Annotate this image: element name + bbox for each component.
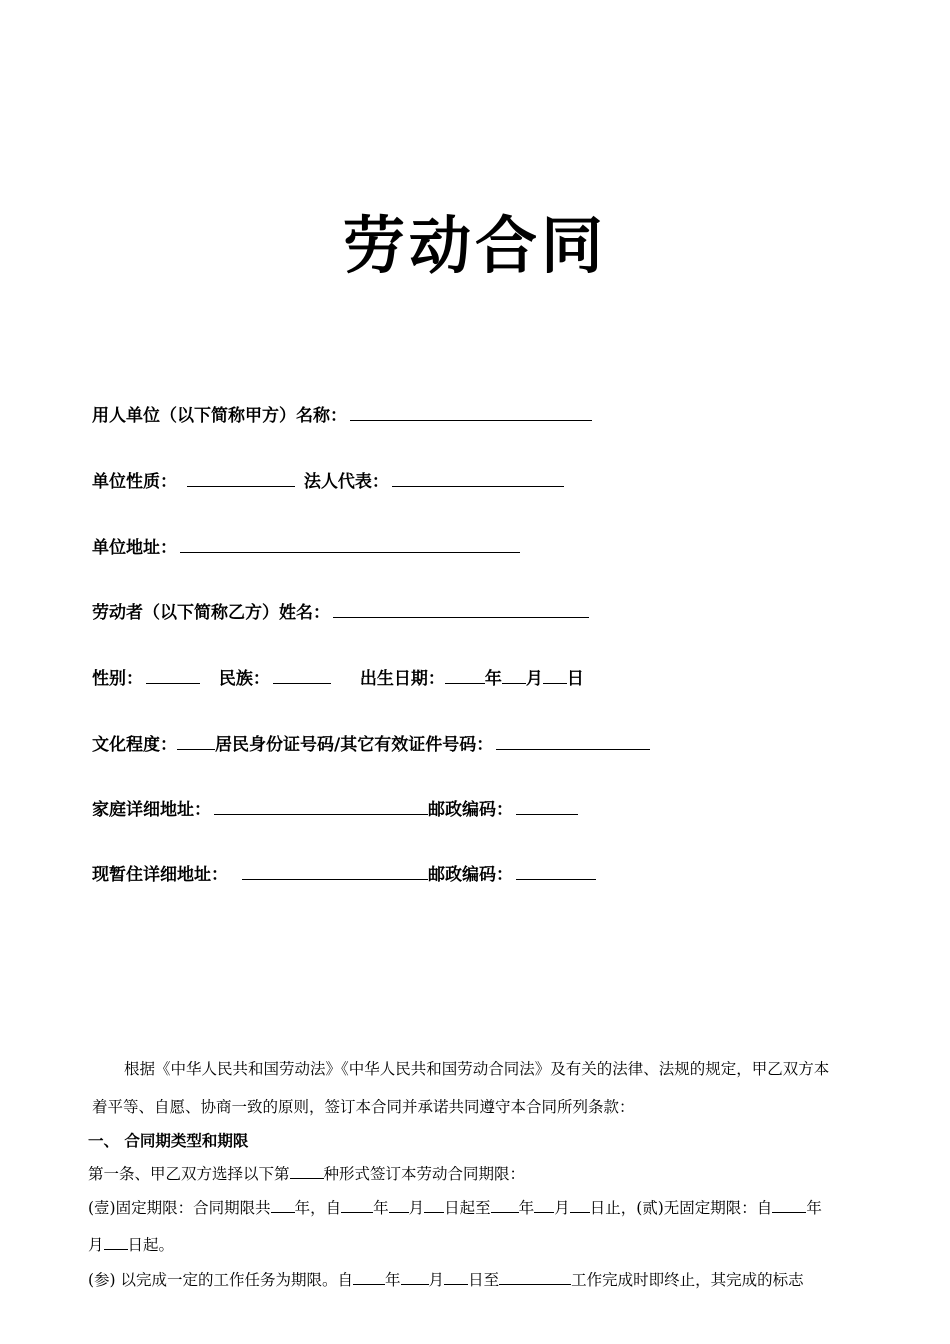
unit-nature-label: 单位性质：: [92, 472, 177, 492]
item-2-blank-day[interactable]: [104, 1234, 128, 1250]
document-title: 劳动合同: [342, 209, 607, 282]
worker-name-row: [92, 600, 592, 624]
item-3-text-a: (参) 以完成一定的工作任务为期限。自: [88, 1271, 354, 1289]
item-1-text-d: 月: [408, 1199, 425, 1217]
birth-day-blank[interactable]: [543, 666, 567, 684]
item-3-blank-month[interactable]: [401, 1269, 429, 1285]
item-1-blank-start-day[interactable]: [424, 1197, 444, 1213]
gender-blank[interactable]: [146, 666, 200, 684]
item-3-line: [88, 1269, 863, 1291]
section-heading-1: 一、 合同期类型和期限: [88, 1132, 249, 1150]
item-1-text-b: 年，自: [294, 1199, 342, 1217]
preamble-line-1: 根据《中华人民共和国劳动法》《中华人民共和国劳动合同法》及有关的法律、法规的规定，甲乙双方本: [124, 1060, 830, 1078]
item-1-text-i: 年: [806, 1199, 822, 1217]
preamble-line-2: 着平等、自愿、协商一致的原则，签订本合同并承诺共同遵守本合同所列条款：: [92, 1098, 635, 1116]
birth-date-label: 出生日期：: [359, 669, 445, 689]
item-1-text-g: 月: [554, 1199, 570, 1217]
item-1-text-f: 年: [518, 1199, 535, 1217]
birth-month-blank[interactable]: [502, 666, 526, 684]
item-1-text-h: 日止，(贰)无固定期限：自: [589, 1199, 773, 1217]
item-1-blank-start-year[interactable]: [341, 1197, 373, 1213]
item-1-blank-end-day[interactable]: [570, 1197, 590, 1213]
item-3-blank-end[interactable]: [499, 1269, 571, 1285]
unit-address-blank[interactable]: [180, 535, 520, 553]
ethnicity-blank[interactable]: [273, 666, 331, 684]
item-2-blank-year[interactable]: [772, 1197, 806, 1213]
home-address-blank[interactable]: [214, 797, 428, 815]
unit-address-row: [92, 535, 523, 559]
article-1: [88, 1163, 863, 1185]
id-number-blank[interactable]: [496, 732, 650, 750]
education-label: 文化程度：: [92, 735, 177, 755]
id-number-label: 居民身份证号码/其它有效证件号码：: [215, 735, 494, 755]
unit-nature-row: [92, 469, 567, 493]
article-1-text-a: 第一条、甲乙双方选择以下第: [88, 1165, 290, 1183]
home-address-row: [92, 797, 581, 821]
home-address-label: 家庭详细地址：: [92, 800, 211, 820]
item-1-text-a: (壹)固定期限：合同期限共: [88, 1199, 271, 1217]
article-1-blank[interactable]: [290, 1163, 324, 1179]
temp-address-blank[interactable]: [242, 862, 428, 880]
item-3-text-c: 月: [428, 1271, 445, 1289]
item-3-text-b: 年: [385, 1271, 401, 1289]
birth-year-blank[interactable]: [445, 666, 485, 684]
item-3-text-d: 日至: [468, 1271, 500, 1289]
postcode-blank[interactable]: [516, 797, 578, 815]
unit-nature-blank[interactable]: [187, 469, 295, 487]
temp-address-row: [92, 862, 599, 886]
personal-info-row: [92, 666, 584, 690]
birth-year-label: 年: [484, 669, 502, 689]
postcode2-blank[interactable]: [516, 862, 596, 880]
birth-month-label: 月: [525, 669, 543, 689]
item-3-blank-year[interactable]: [353, 1269, 385, 1285]
employer-name-row: [92, 403, 595, 427]
article-1-text-b: 种形式签订本劳动合同期限：: [323, 1165, 526, 1183]
employer-name-blank[interactable]: [350, 403, 592, 421]
employer-name-label: 用人单位（以下简称甲方）名称：: [92, 406, 347, 426]
legal-rep-blank[interactable]: [392, 469, 564, 487]
item-1-text-c: 年: [373, 1199, 389, 1217]
temp-address-label: 现暂住详细地址：: [92, 865, 228, 885]
worker-name-label: 劳动者（以下简称乙方）姓名：: [92, 603, 330, 623]
worker-name-blank[interactable]: [333, 600, 589, 618]
item-1-text-j: 月: [88, 1236, 104, 1254]
item-1-blank-start-month[interactable]: [389, 1197, 409, 1213]
item-1-blank-end-year[interactable]: [491, 1197, 519, 1213]
item-1-blank-years[interactable]: [271, 1197, 295, 1213]
postcode-label: 邮政编码：: [428, 800, 513, 820]
item-1-blank-end-month[interactable]: [534, 1197, 554, 1213]
birth-day-label: 日: [566, 669, 584, 689]
item-1-line: [88, 1197, 863, 1219]
item-1-text-k: 日起。: [127, 1236, 175, 1254]
ethnicity-label: 民族：: [218, 669, 270, 689]
education-row: [92, 732, 653, 756]
legal-rep-label: 法人代表：: [303, 472, 389, 492]
postcode2-label: 邮政编码：: [428, 865, 513, 885]
unit-address-label: 单位地址：: [92, 538, 177, 558]
education-blank[interactable]: [177, 732, 215, 750]
item-3-blank-day[interactable]: [444, 1269, 468, 1285]
item-2-line: [88, 1234, 863, 1256]
item-3-text-e: 工作完成时即终止，其完成的标志: [571, 1271, 804, 1289]
gender-label: 性别：: [92, 669, 143, 689]
item-1-text-e: 日起至: [444, 1199, 491, 1217]
